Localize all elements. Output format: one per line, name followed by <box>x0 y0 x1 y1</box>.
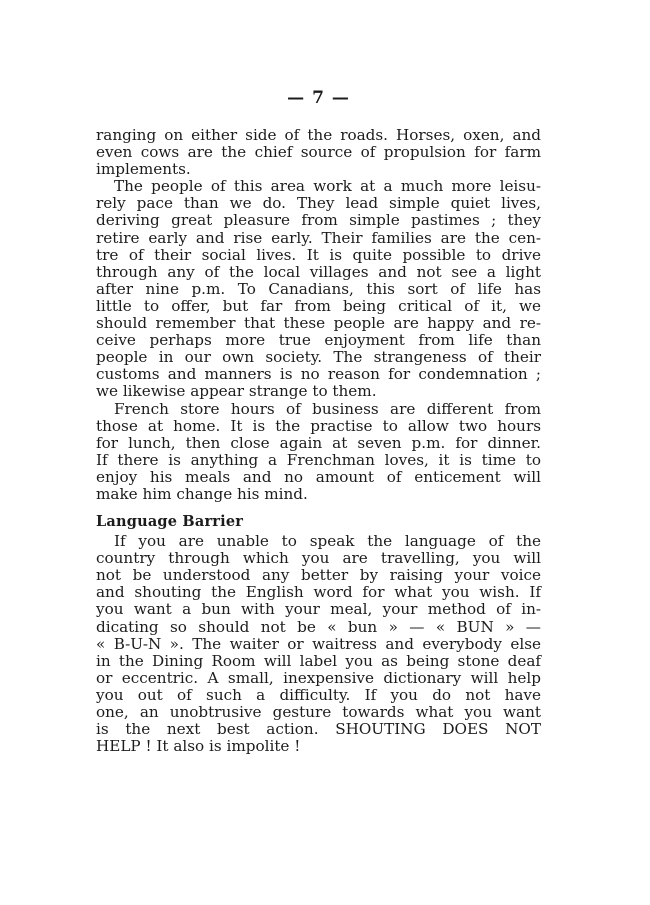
text-line: HELP ! It also is impolite ! <box>96 737 301 756</box>
paragraph-2 <box>96 178 541 400</box>
text-line: ceive perhaps more true enjoyment from life than <box>96 331 541 350</box>
text-line: in the Dining Room will label you as being stone deaf <box>96 651 541 670</box>
section-heading: Language Barrier <box>96 513 244 531</box>
paragraph-1 <box>96 127 541 178</box>
text-line: French store hours of business are different from <box>114 399 541 418</box>
text-line: little to offer, but far from being critical of it, we <box>96 296 541 315</box>
page-number: — 7 — <box>287 88 350 108</box>
text-line: The people of this area work at a much more leisu- <box>114 177 541 196</box>
text-line: If there is anything a Frenchman loves, it is time to <box>96 450 541 469</box>
text-line: those at home. It is the practise to allow two hours <box>96 416 541 435</box>
text-line: through any of the local villages and not see a light <box>96 262 541 281</box>
text-line: you want a bun with your meal, your method of in- <box>96 600 541 619</box>
text-line: implements. <box>96 160 191 179</box>
paragraph-4 <box>96 533 541 755</box>
text-line: and shouting the English word for what you wish. If <box>96 583 541 602</box>
text-line: rely pace than we do. They lead simple quiet lives, <box>96 194 541 213</box>
text-line: even cows are the chief source of propulsion for farm <box>96 143 541 162</box>
text-line: make him change his mind. <box>96 484 308 503</box>
text-line: for lunch, then close again at seven p.m. for dinner. <box>96 433 541 452</box>
text-line: people in our own society. The strangeness of their <box>96 348 541 367</box>
text-line: is the next best action. SHOUTING DOES NOT <box>96 720 541 739</box>
text-line: country through which you are travelling, you will <box>96 549 541 568</box>
text-line: ranging on either side of the roads. Horses, oxen, and <box>96 126 541 144</box>
text-line: one, an unobtrusive gesture towards what you want <box>96 703 541 721</box>
text-line: should remember that these people are happy and re- <box>96 314 541 333</box>
text-line: « B-U-N ». The waiter or waitress and everybody else <box>96 634 541 653</box>
text-line: you out of such a difficulty. If you do not have <box>96 685 541 704</box>
body-text <box>96 127 541 755</box>
text-line: If you are unable to speak the language of the <box>114 532 541 551</box>
text-line: deriving great pleasure from simple pastimes ; they <box>96 211 541 230</box>
text-line: or eccentric. A small, inexpensive dictionary will help <box>96 668 541 687</box>
text-line: customs and manners is no reason for condemnation ; <box>96 365 541 384</box>
text-line: not be understood any better by raising your voice <box>96 566 541 585</box>
text-line: we likewise appear strange to them. <box>96 382 377 401</box>
text-line: tre of their social lives. It is quite possible to drive <box>96 245 541 264</box>
paragraph-3 <box>96 401 541 504</box>
text-line: enjoy his meals and no amount of enticement will <box>96 467 541 486</box>
text-line: dicating so should not be « bun » — « BUN » — <box>96 617 541 636</box>
text-line: after nine p.m. To Canadians, this sort of life has <box>96 279 541 298</box>
text-line: retire early and rise early. Their families are the cen- <box>96 228 541 247</box>
